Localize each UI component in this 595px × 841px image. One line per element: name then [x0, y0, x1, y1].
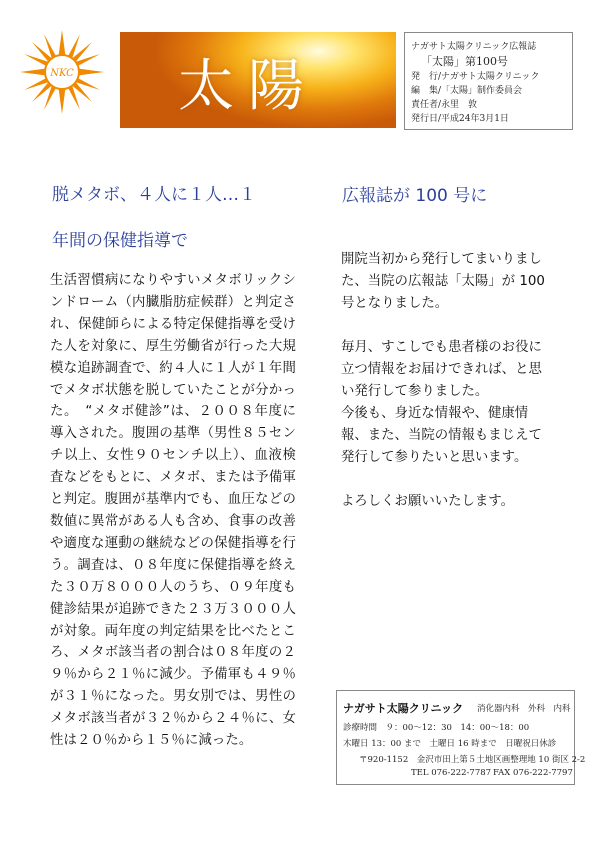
- publication-name: ナガサト太陽クリニック広報誌: [411, 42, 537, 52]
- right-article-paragraph: 今後も、身近な情報や、健康情報、また、当院の情報もまじえて発行して参りたいと思います。: [341, 406, 542, 465]
- sun-logo-icon: [20, 30, 104, 114]
- issue-date: 発行日/平成24年3月1日: [411, 114, 509, 124]
- clinic-name: ナガサト太陽クリニック: [343, 702, 464, 715]
- left-article-body: 生活習慣病になりやすいメタボリックシンドローム（内臓脂肪症候群）と判定され、保健師らによる特定保健指導を受けた人を対象に、厚生労働省が行った大規模な追跡調査で、約４人に１人が１年間でメタボ状態を脱していたことが分かった。 “メタボ健診”は、２００８年度に導入された。腹囲の基準（男性８５センチ以上、女性９０センチ以上）、血液検査などをもとに、メタボ、または予備軍と判定。腹囲が基準内でも、血圧などの数値に異常がある人も含め、食事の改善や適度な運動の継続などの保健指導を行う。調査は、０８年度に保健指導を終えた３０万８０００人のうち、０９年度も健診結果が追跡できた２３万３０００人が対象。両年度の判定結果を比べたところ、メタボ該当者の割合は０８年度の２９％から２１％に減少。予備軍も４９％が３１％になった。男女別では、男性のメタボ該当者が３２％から２４％に、女性は２０％から１５％に減った。: [50, 273, 296, 749]
- clinic-address: 〒920-1152 金沢市田上第５土地区画整理地 10 街区 2-2: [359, 755, 586, 765]
- clinic-fax: FAX 076-222-7797: [493, 768, 573, 778]
- right-article-body: [341, 249, 551, 513]
- masthead-info-box: [404, 32, 573, 130]
- right-article-paragraph: 開院当初から発行してまいりました、当院の広報誌「太陽」が 100 号となりました。: [341, 252, 545, 311]
- responsible-person: 責任者/永里 敦: [411, 100, 478, 110]
- clinic-info-box: [336, 690, 586, 785]
- clinic-tel: TEL 076-222-7787: [411, 768, 492, 778]
- left-article-heading-line1: 脱メタボ、４人に１人…１: [52, 185, 256, 205]
- clinic-departments: 消化器内科 外科 内科: [477, 704, 571, 714]
- issue-number: 「太陽」第100号: [421, 55, 508, 68]
- right-article-heading: 広報誌が 100 号に: [342, 186, 488, 206]
- newsletter-title: 太陽: [178, 54, 318, 119]
- clinic-closed-days: 木曜日 13：00 まで 土曜日 16 時まで 日曜祝日休診: [343, 739, 557, 749]
- logo-text: NKC: [50, 68, 74, 79]
- editor: 編 集/「太陽」制作委員会: [411, 86, 523, 96]
- right-article-paragraph: よろしくお願いいたします。: [341, 494, 515, 509]
- title-banner: [120, 32, 396, 128]
- left-article-heading-line2: 年間の保健指導で: [52, 231, 188, 251]
- clinic-hours: 診療時間 ９：00〜12：30 14：00〜18：00: [343, 723, 530, 733]
- publisher: 発 行/ナガサト太陽クリニック: [411, 72, 540, 82]
- right-article-paragraph: 毎月、すこしでも患者様のお役に立つ情報をお届けできれば、と思い発行して参りました。: [341, 340, 542, 399]
- clinic-logo: [20, 30, 104, 114]
